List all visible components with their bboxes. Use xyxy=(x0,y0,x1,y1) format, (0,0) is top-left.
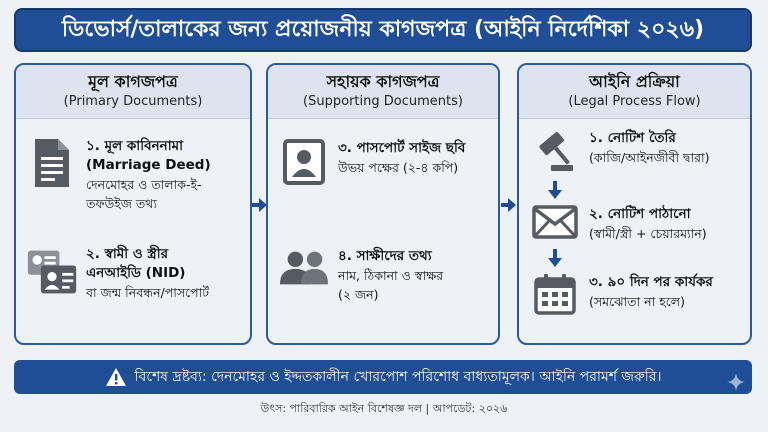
item-title: ২. স্বামী ও স্ত্রীর xyxy=(86,246,169,262)
item-description: তফউইজ তথ্য xyxy=(86,196,158,211)
list-item-notice-send xyxy=(529,205,707,243)
arrow-down-icon xyxy=(547,181,563,201)
arrow-right-icon xyxy=(501,196,517,214)
list-item-passport-photo xyxy=(278,139,465,185)
arrow-down-icon xyxy=(547,249,563,269)
list-item-nid xyxy=(26,245,209,302)
item-title-secondary: এনআইডি (NID) xyxy=(86,265,186,281)
legal-process-panel xyxy=(517,63,752,345)
photo-portrait-icon xyxy=(278,139,330,185)
calendar-icon xyxy=(529,273,581,315)
panel-title: আইনি প্রক্রিয়া xyxy=(589,72,680,91)
item-description: উভয় পক্ষের (২-৪ কপি) xyxy=(338,160,459,175)
list-item-witnesses xyxy=(278,247,443,304)
gavel-icon xyxy=(529,129,581,173)
panel-header xyxy=(16,65,250,119)
panel-subtitle: (Primary Documents) xyxy=(63,94,203,109)
warning-icon xyxy=(105,367,127,387)
supporting-documents-panel xyxy=(266,63,500,345)
item-title: ১. নোটিশ তৈরি xyxy=(589,130,676,146)
item-title: ৩. ৯০ দিন পর কার্যকর xyxy=(589,274,713,290)
list-item-marriage-deed xyxy=(26,137,211,213)
panel-title: সহায়ক কাগজপত্র xyxy=(326,72,440,91)
item-description: বা জন্ম নিবন্ধন/পাসপোর্ট xyxy=(86,285,210,300)
item-title: ৪. সাক্ষীদের তথ্য xyxy=(338,248,432,264)
item-description: (২ জন) xyxy=(338,287,379,302)
list-item-effective xyxy=(529,273,713,315)
special-note-banner xyxy=(14,360,752,394)
page-title: ডিভোর্স/তালাকের জন্য প্রয়োজনীয় কাগজপত্র (আইনি নির্দেশিকা ২০২৬) xyxy=(14,8,752,52)
item-title: ১. মূল কাবিননামা xyxy=(86,138,184,154)
panel-subtitle: (Legal Process Flow) xyxy=(568,94,701,109)
special-note-text: বিশেষ দ্রষ্টব্য: দেনমোহর ও ইদ্দতকালীন খোরপোশ পরিশোধ বাধ্যতামূলক। আইনি পরামর্শ জরুরি। xyxy=(134,369,662,385)
document-icon xyxy=(26,137,78,213)
item-description: (কাজি/আইনজীবী দ্বারা) xyxy=(589,150,710,165)
panel-header xyxy=(519,65,750,119)
panel-title: মূল কাগজপত্র xyxy=(88,72,178,91)
source-footer: উৎস: পারিবারিক আইন বিশেষজ্ঞ দল | আপডেট: ২০২৬ xyxy=(260,402,508,415)
id-card-icon xyxy=(26,245,78,302)
item-description: দেনমোহর ও তালাক-ই- xyxy=(86,177,202,192)
primary-documents-panel xyxy=(14,63,252,345)
item-description: নাম, ঠিকানা ও স্বাক্ষর xyxy=(338,268,444,283)
item-title: ৩. পাসপোর্ট সাইজ ছবি xyxy=(338,140,466,156)
item-description: (সমঝোতা না হলে) xyxy=(589,294,686,309)
panel-subtitle: (Supporting Documents) xyxy=(303,94,463,109)
panel-header xyxy=(268,65,498,119)
list-item-notice-prepare xyxy=(529,129,709,173)
item-title: ২. নোটিশ পাঠানো xyxy=(589,206,691,222)
witnesses-icon xyxy=(278,247,330,304)
item-description: (স্বামী/স্ত্রী + চেয়ারম্যান) xyxy=(589,226,707,241)
sparkle-icon xyxy=(727,373,745,391)
item-title-secondary: (Marriage Deed) xyxy=(86,157,211,173)
envelope-icon xyxy=(529,205,581,243)
